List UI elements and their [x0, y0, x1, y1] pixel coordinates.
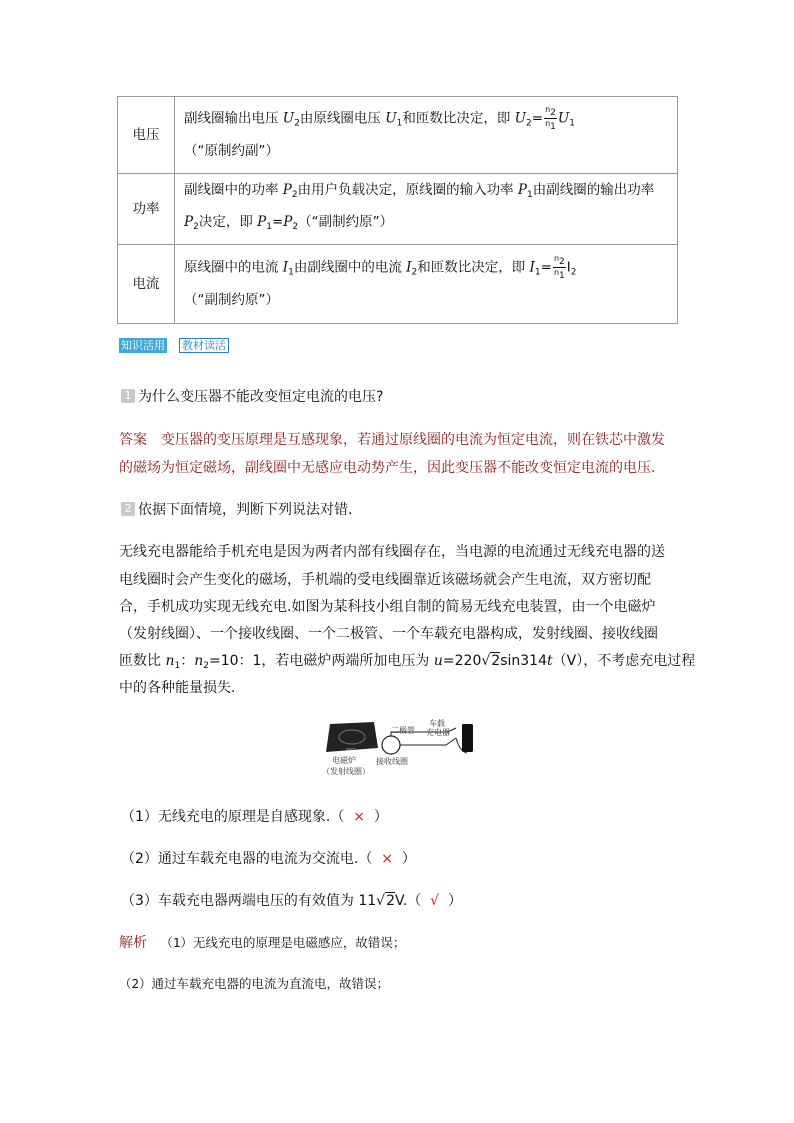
cooker-sub-label: （发射线圈） — [322, 767, 370, 776]
wrong-mark: × — [353, 809, 365, 825]
cooker-label: 电磁炉 — [332, 756, 356, 765]
row-label: 功率 — [118, 174, 175, 245]
row-text: 原线圈中的电流 $I_1$由副线圈中的电流 $I_2$和匝数比决定，即 $I_1=$ $\frac{n_2}{n_1}$ $I_2(“$副制约原”） — [175, 245, 678, 324]
fraction: $\frac{n_2}{n_1}$ — [553, 254, 565, 282]
answer-line: 的磁场为恒定磁场，副线圈中无感应电动势产生，因此变压器不能改变恒定电流的电压. — [119, 460, 656, 476]
scenario-line: 匝数比 $n_1$：$n_2=10$：1，若电磁炉两端所加电压为 u=220√2sin314t（V），不考虑充电过程 — [119, 653, 696, 671]
table-row — [118, 245, 678, 324]
charger-label: 车载 — [429, 719, 445, 728]
analysis-label: 解析 — [119, 935, 147, 951]
wireless-charging-figure — [318, 716, 483, 778]
table-row — [118, 174, 678, 245]
correct-mark: √ — [430, 893, 440, 909]
scenario-line: （发射线圈）、一个接收线圈、一个二极管、一个车载充电器构成，发射线圈、接收线圈 — [119, 626, 658, 642]
judgement-item: （3）车载充电器两端电压的有效值为 11√2V.（ √ ） — [121, 893, 462, 909]
row-text: 副线圈输出电压 $U_2$由原线圈电压 $U_1$和匝数比决定，即 $U_2=$ $\frac{n_2}{n_1}$ $U_1(“$原制约副”） — [175, 97, 678, 174]
row-text: 副线圈中的功率 $P_2$由用户负载决定，原线圈的输入功率 $P_1$由副线圈的输出功率 $P_2$决定，即 $P_1=P_2(“$副制约原”） — [175, 174, 678, 245]
scenario-line: 中的各种能量损失. — [119, 680, 236, 696]
analysis-line: 解析 （1）无线充电的原理是电磁感应，故错误； — [119, 935, 406, 951]
wrong-mark: × — [381, 851, 393, 867]
scenario-line: 无线充电器能给手机充电是因为两者内部有线圈存在，当电源的电流通过无线充电器的送 — [119, 544, 665, 560]
phone-icon — [456, 724, 473, 753]
diode-label: 二极管 — [391, 726, 415, 735]
induction-cooker-icon — [326, 722, 378, 752]
charger-sub-label: 充电器 — [426, 728, 450, 737]
question-number-badge: 2 — [121, 502, 135, 516]
analysis-line: （2）通过车载充电器的电流为直流电，故错误； — [119, 976, 390, 991]
sqrt-symbol: √ — [481, 653, 491, 669]
answer-label: 答案 — [119, 432, 147, 448]
fraction: $\frac{n_2}{n_1}$ — [545, 105, 556, 133]
question-number-badge: 1 — [121, 389, 135, 403]
rules-table — [117, 96, 678, 324]
question-prompt: 依据下面情境，判断下列说法对错. — [138, 502, 353, 518]
judgement-item: （2）通过车载充电器的电流为交流电.（ × ） — [121, 851, 416, 867]
judgement-item: （1）无线充电的原理是自感现象.（ × ） — [121, 809, 388, 825]
row-label: 电压 — [118, 97, 175, 174]
table-row — [118, 97, 678, 174]
coil-label: 接收线圈 — [376, 757, 408, 766]
scenario-line: 合，手机成功实现无线充电.如图为某科技小组自制的简易无线充电装置，由一个电磁炉 — [119, 599, 656, 615]
section-tag-textbook: 教材读活 — [179, 338, 229, 353]
answer-line: 答案 变压器的变压原理是互感现象，若通过原线圈的电流为恒定电流，则在铁芯中激发 — [119, 432, 665, 448]
section-tag-knowledge: 知识活用 — [121, 339, 165, 352]
row-label: 电流 — [118, 245, 175, 324]
scenario-line: 电线圈时会产生变化的磁场，手机端的受电线圈靠近该磁场就会产生电流，双方密切配 — [119, 572, 651, 588]
question-text: 为什么变压器不能改变恒定电流的电压? — [138, 389, 384, 405]
sqrt-symbol: √ — [376, 893, 386, 909]
